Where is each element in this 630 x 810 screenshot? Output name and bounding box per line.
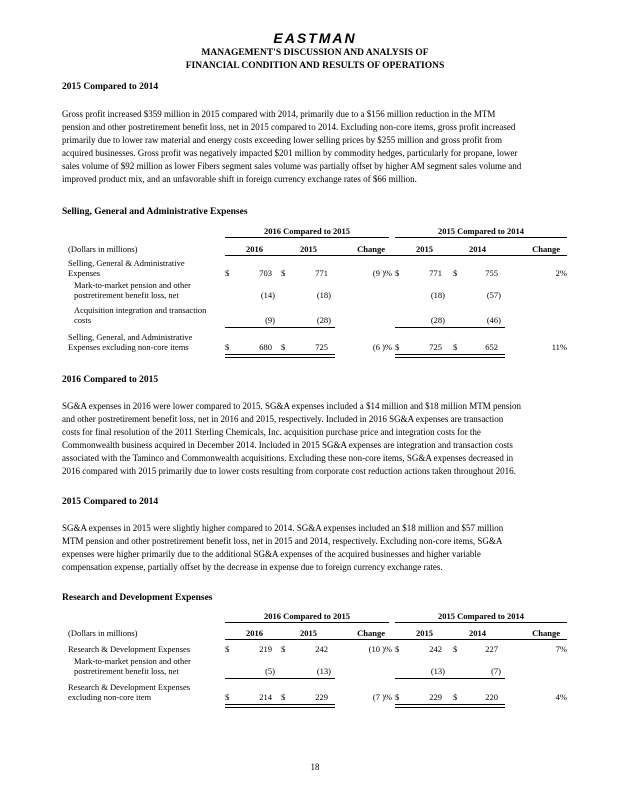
- dollar-sign: $: [281, 268, 286, 278]
- paragraph-line: associated with the Taminco and Commonwealth acquisitions. Excluding these non-core items, SG&A expenses decreased in: [62, 453, 514, 463]
- dollar-sign: $: [395, 644, 400, 654]
- dollar-sign: $: [453, 342, 458, 352]
- paragraph-line: Gross profit increased $359 million in 2015 compared with 2014, primarily due to a $156 million reduction in the MTM: [62, 109, 496, 119]
- group-header-2016-vs-2015: 2016 Compared to 2015: [263, 226, 351, 236]
- col-header: Change: [357, 244, 385, 254]
- dollar-sign: $: [281, 644, 286, 654]
- dollar-sign: $: [453, 692, 458, 702]
- value-cell: 220: [485, 692, 498, 702]
- value-cell: 755: [485, 268, 498, 278]
- value-cell: 242: [315, 644, 328, 654]
- section-title-2016-vs-2015: 2016 Compared to 2015: [62, 375, 159, 385]
- value-cell: 242: [429, 644, 442, 654]
- dollar-sign: $: [395, 692, 400, 702]
- group-header-2015-vs-2014: 2015 Compared to 2014: [437, 226, 525, 236]
- sga-2015-paragraph: [62, 522, 572, 574]
- row-label: costs: [74, 315, 91, 325]
- row-label: Selling, General & Administrative: [68, 258, 185, 268]
- col-header: 2016: [246, 628, 263, 638]
- sga-2016-paragraph: [62, 400, 572, 478]
- paragraph-line: compensation expense, partially offset by the decrease in expense due to foreign currency exchange rates.: [62, 562, 443, 572]
- value-cell: 771: [429, 268, 442, 278]
- gross-profit-paragraph: [62, 108, 572, 186]
- value-cell: (7): [491, 666, 501, 676]
- value-cell: 214: [259, 692, 272, 702]
- value-cell: 229: [315, 692, 328, 702]
- dollar-sign: $: [453, 644, 458, 654]
- value-cell: (13): [316, 666, 331, 676]
- row-label: postretirement benefit loss, net: [74, 666, 179, 676]
- section-title-2015-vs-2014: 2015 Compared to 2014: [62, 497, 159, 507]
- value-cell: (5): [265, 666, 275, 676]
- change-cell: (9 )%: [372, 268, 392, 278]
- report-heading-line2: FINANCIAL CONDITION AND RESULTS OF OPERATIONS: [185, 61, 445, 71]
- change-cell: 4%: [555, 692, 567, 702]
- section-title-gross-profit: 2015 Compared to 2014: [62, 82, 159, 92]
- paragraph-line: 2016 compared with 2015 primarily due to lower costs resulting from corporate cost reduction actions taken throughout 2016.: [62, 466, 516, 476]
- row-label: excluding non-core item: [68, 692, 152, 702]
- col-header: 2015: [416, 244, 433, 254]
- group-header-2016-vs-2015: 2016 Compared to 2015: [263, 611, 351, 621]
- paragraph-line: and other postretirement benefit loss, net in 2016 and 2015, respectively. Included in 2016 SG&A expenses are transaction: [62, 414, 504, 424]
- value-cell: (46): [486, 315, 501, 325]
- value-cell: 703: [259, 268, 272, 278]
- page-number: 18: [310, 762, 320, 772]
- section-title-sga: Selling, General and Administrative Expenses: [62, 207, 248, 217]
- value-cell: 725: [315, 342, 328, 352]
- col-header: Change: [357, 628, 385, 638]
- value-cell: 229: [429, 692, 442, 702]
- change-cell: (7 )%: [372, 692, 392, 702]
- value-cell: 771: [315, 268, 328, 278]
- value-cell: (28): [316, 315, 331, 325]
- paragraph-line: acquired businesses. Gross profit was negatively impacted $201 million by commodity hedges, particularly for propane, lower: [62, 148, 518, 158]
- company-logo: EASTMAN: [273, 30, 357, 46]
- dollar-sign: $: [225, 692, 230, 702]
- col-header: 2014: [469, 628, 486, 638]
- value-cell: 219: [259, 644, 272, 654]
- paragraph-line: expenses were higher primarily due to the additional SG&A expenses of the acquired businesses and higher variable: [62, 549, 481, 559]
- value-cell: 725: [429, 342, 442, 352]
- row-label: Expenses: [68, 268, 101, 278]
- dollar-sign: $: [395, 342, 400, 352]
- change-cell: 11%: [551, 342, 567, 352]
- value-cell: (18): [316, 290, 331, 300]
- value-cell: (13): [430, 666, 445, 676]
- group-header-2015-vs-2014: 2015 Compared to 2014: [437, 611, 525, 621]
- dollars-caption: (Dollars in millions): [68, 628, 138, 638]
- dollars-caption: (Dollars in millions): [68, 244, 138, 254]
- col-header: 2015: [300, 628, 317, 638]
- value-cell: (14): [260, 290, 275, 300]
- row-label: Research & Development Expenses: [68, 682, 191, 692]
- paragraph-line: SG&A expenses in 2015 were slightly higher compared to 2014. SG&A expenses included an $18 million and $57 million: [62, 523, 504, 533]
- paragraph-line: pension and other postretirement benefit loss, net in 2015 compared to 2014. Excluding non-core items, gross profit increased: [62, 122, 516, 132]
- paragraph-line: improved product mix, and an unfavorable shift in foreign currency exchange rates of $66 million.: [62, 174, 417, 184]
- col-header: 2015: [416, 628, 433, 638]
- col-header: Change: [532, 628, 560, 638]
- paragraph-line: sales volume of $92 million as lower Fibers segment sales volume was partially offset by higher AM segment sales volume and: [62, 161, 522, 171]
- row-label: Mark-to-market pension and other: [74, 280, 191, 290]
- section-title-rd: Research and Development Expenses: [62, 593, 213, 603]
- paragraph-line: SG&A expenses in 2016 were lower compared to 2015. SG&A expenses included a $14 million and $18 million MTM pension: [62, 401, 521, 411]
- row-label: Acquisition integration and transaction: [74, 305, 207, 315]
- dollar-sign: $: [281, 692, 286, 702]
- dollar-sign: $: [453, 268, 458, 278]
- value-cell: (28): [430, 315, 445, 325]
- row-label: Expenses excluding non-core items: [68, 342, 189, 352]
- value-cell: 227: [485, 644, 498, 654]
- value-cell: (57): [486, 290, 501, 300]
- value-cell: 652: [485, 342, 498, 352]
- col-header: 2015: [300, 244, 317, 254]
- col-header: 2014: [469, 244, 486, 254]
- row-label: postretirement benefit loss, net: [74, 290, 179, 300]
- dollar-sign: $: [225, 268, 230, 278]
- row-label: Research & Development Expenses: [68, 644, 191, 654]
- value-cell: 680: [259, 342, 272, 352]
- dollar-sign: $: [281, 342, 286, 352]
- col-header: 2016: [246, 244, 263, 254]
- value-cell: (9): [265, 315, 275, 325]
- dollar-sign: $: [395, 268, 400, 278]
- row-label: Selling, General, and Administrative: [68, 332, 193, 342]
- change-cell: (6 )%: [372, 342, 392, 352]
- change-cell: 7%: [555, 644, 567, 654]
- value-cell: (18): [430, 290, 445, 300]
- paragraph-line: primarily due to lower raw material and energy costs exceeding lower selling prices by $255 million and gross profit from: [62, 135, 502, 145]
- change-cell: 2%: [555, 268, 567, 278]
- dollar-sign: $: [225, 644, 230, 654]
- paragraph-line: Commonwealth business acquired in December 2014. Included in 2015 SG&A expenses are integration and transaction costs: [62, 440, 513, 450]
- col-header: Change: [532, 244, 560, 254]
- row-label: Mark-to-market pension and other: [74, 656, 191, 666]
- paragraph-line: MTM pension and other postretirement benefit loss, net in 2015 and 2014, respectively. Excluding non-core items, SG&A: [62, 536, 503, 546]
- paragraph-line: costs for final resolution of the 2011 Sterling Chemicals, Inc. acquisition purchase price and integration costs for the: [62, 427, 481, 437]
- change-cell: (10 )%: [368, 644, 392, 654]
- report-heading-line1: MANAGEMENT'S DISCUSSION AND ANALYSIS OF: [201, 48, 429, 58]
- dollar-sign: $: [225, 342, 230, 352]
